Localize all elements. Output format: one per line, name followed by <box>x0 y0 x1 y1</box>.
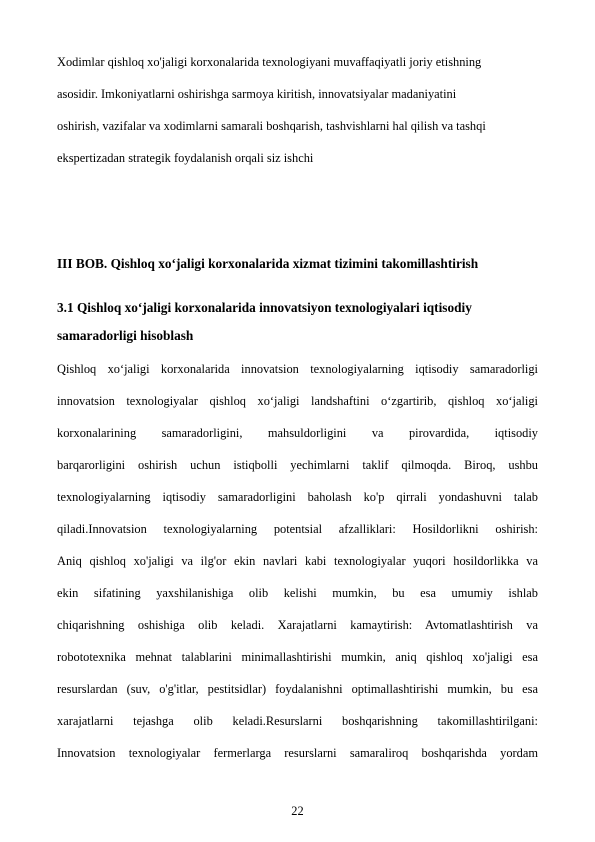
body-line-2: innovatsion texnologiyalar qishloq xo‘jaligi landshaftini o‘zgartirib, qishloq xo‘jaligi <box>57 394 538 408</box>
body-line-6: qiladi.Innovatsion texnologiyalarning potentsial afzalliklari: Hosildorlikni oshirish: <box>57 522 538 536</box>
body-line-8: ekin sifatining yaxshilanishiga olib kelishi mumkin, bu esa umumiy ishlab <box>57 586 538 600</box>
chapter-title: III BOB. Qishloq xo‘jaligi korxonalarida xizmat tizimini takomillashtirish <box>57 256 479 271</box>
intro-line-4: ekspertizadan strategik foydalanish orqali siz ishchi <box>57 151 314 165</box>
body-line-12: xarajatlarni tejashga olib keladi.Resurslarni boshqarishning takomillashtirilgani: <box>57 714 538 728</box>
page-number: 22 <box>291 804 304 818</box>
intro-line-1: Xodimlar qishloq xo'jaligi korxonalarida texnologiyani muvaffaqiyatli joriy etishning <box>57 55 482 69</box>
body-line-9: chiqarishning oshishiga olib keladi. Xarajatlarni kamaytirish: Avtomatlashtirish va <box>57 618 538 632</box>
section-title-line-1: 3.1 Qishloq xo‘jaligi korxonalarida innovatsiyon texnologiyalari iqtisodiy <box>57 300 472 315</box>
intro-line-2: asosidir. Imkoniyatlarni oshirishga sarmoya kiritish, innovatsiyalar madaniyatini <box>57 87 457 101</box>
body-line-3: korxonalarining samaradorligini, mahsuldorligini va pirovardida, iqtisodiy <box>57 426 538 440</box>
section-title-line-2: samaradorligi hisoblash <box>57 328 194 343</box>
body-line-11: resurslardan (suv, o'g'itlar, pestitsidlar) foydalanishni optimallashtirishi mumkin, bu esa <box>57 682 538 696</box>
body-line-10: robototexnika mehnat talablarini minimallashtirishi mumkin, aniq qishloq xo'jaligi esa <box>57 650 538 664</box>
body-line-4: barqarorligini oshirish uchun istiqbolli yechimlarni taklif qilmoqda. Biroq, ushbu <box>57 458 538 472</box>
body-line-13: Innovatsion texnologiyalar fermerlarga resurslarni samaraliroq boshqarishda yordam <box>57 746 538 760</box>
intro-line-3: oshirish, vazifalar va xodimlarni samarali boshqarish, tashvishlarni hal qilish va tashqi <box>57 119 486 133</box>
body-line-5: texnologiyalarning iqtisodiy samaradorligini baholash ko'p qirrali yondashuvni talab <box>57 490 538 504</box>
body-line-7: Aniq qishloq xo'jaligi va ilg'or ekin navlari kabi texnologiyalar yuqori hosildorlikka va <box>57 554 538 568</box>
body-line-1: Qishloq xo‘jaligi korxonalarida innovatsion texnologiyalarning iqtisodiy samaradorligi <box>57 362 538 376</box>
